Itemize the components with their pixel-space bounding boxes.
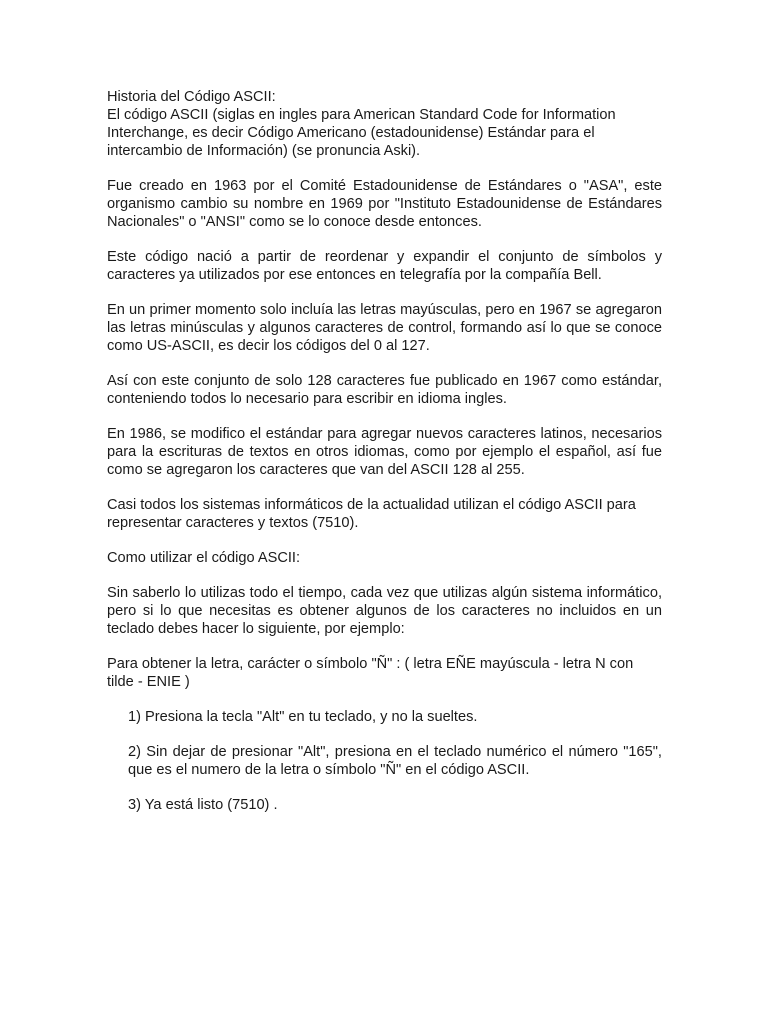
paragraph-us-ascii: En un primer momento solo incluía las letras mayúsculas, pero en 1967 se agregaron las letras minúsculas y algunos caracteres de control, formando así lo que se conoce como US-ASCII, es decir los códigos del 0 al 127. <box>107 302 662 354</box>
paragraph-publication: Así con este conjunto de solo 128 caracteres fue publicado en 1967 como estándar, conteniendo todos lo necesario para escribir en idioma ingles. <box>107 373 662 407</box>
paragraph-usage-today: Casi todos los sistemas informáticos de la actualidad utilizan el código ASCII para representar caracteres y textos (7510). <box>107 497 636 531</box>
document-title: Historia del Código ASCII: <box>107 89 276 105</box>
paragraph-history-creation: Fue creado en 1963 por el Comité Estadounidense de Estándares o "ASA", este organismo cambio su nombre en 1969 por "Instituto Estadounidense de Estándares Nacionales" o "ANSI" como se lo conoce desde entonces. <box>107 178 662 230</box>
document-page <box>107 88 662 831</box>
step-2: 2) Sin dejar de presionar "Alt", presiona en el teclado numérico el número "165", que es el numero de la letra o símbolo "Ñ" en el código ASCII. <box>128 744 662 778</box>
intro-block <box>107 88 662 160</box>
step-1: 1) Presiona la tecla "Alt" en tu teclado, y no la sueltes. <box>128 709 478 725</box>
paragraph-example: Para obtener la letra, carácter o símbolo "Ñ" : ( letra EÑE mayúscula - letra N con tilde - ENIE ) <box>107 656 634 690</box>
paragraph-how-to: Sin saberlo lo utilizas todo el tiempo, cada vez que utilizas algún sistema informático, pero si lo que necesitas es obtener algunos de los caracteres no incluidos en un teclado debes hacer lo siguiente, por ejemplo: <box>107 585 662 637</box>
intro-paragraph: El código ASCII (siglas en ingles para American Standard Code for Information Interchange, es decir Código Americano (estadounidense) Estándar para el intercambio de Información) (se pronuncia Aski). <box>107 107 616 159</box>
step-3: 3) Ya está listo (7510) . <box>128 797 278 813</box>
section-heading: Como utilizar el código ASCII: <box>107 550 301 566</box>
paragraph-origin: Este código nació a partir de reordenar y expandir el conjunto de símbolos y caracteres ya utilizados por ese entonces en telegrafía por la compañía Bell. <box>107 249 662 283</box>
paragraph-extension: En 1986, se modifico el estándar para agregar nuevos caracteres latinos, necesarios para la escrituras de textos en otros idiomas, como por ejemplo el español, así fue como se agregaron los caracteres que van del ASCII 128 al 255. <box>107 426 662 478</box>
